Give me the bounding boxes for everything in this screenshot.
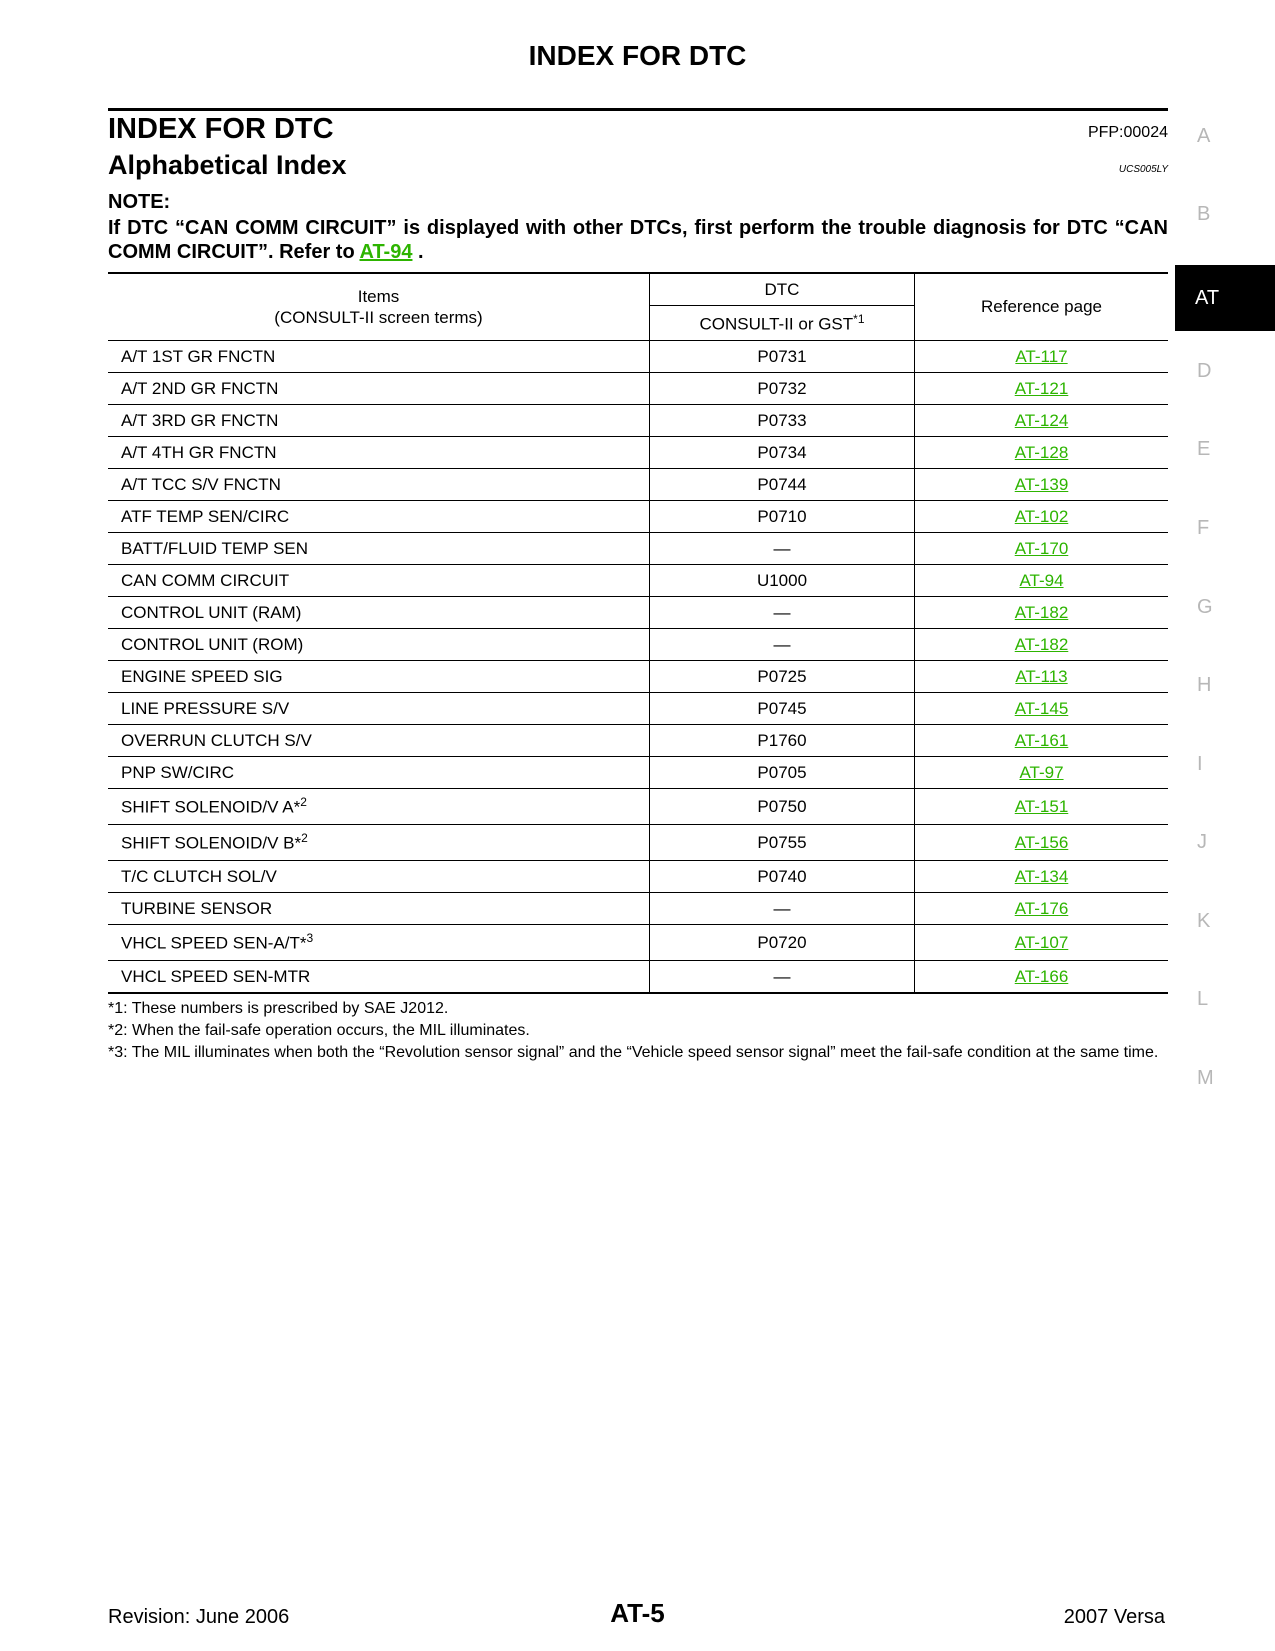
side-tab-h[interactable]: H xyxy=(1197,674,1212,696)
pfp-code: PFP:00024 xyxy=(1087,124,1168,141)
table-row xyxy=(108,825,1168,861)
ref-link[interactable]: AT-166 xyxy=(1014,966,1069,986)
footnote-1: *1: These numbers is prescribed by SAE J2012. xyxy=(108,1000,449,1017)
dtc-cell: P0732 xyxy=(650,373,915,405)
side-tab-l[interactable]: L xyxy=(1197,988,1209,1010)
dtc-cell: — xyxy=(650,961,915,994)
ref-cell xyxy=(915,629,1169,661)
doc-code: UCS005LY xyxy=(1118,164,1168,175)
dtc-cell: — xyxy=(650,597,915,629)
item-label: VHCL SPEED SEN-MTR xyxy=(121,966,311,986)
table-row xyxy=(108,597,1168,629)
item-cell xyxy=(108,961,650,994)
item-cell xyxy=(108,757,650,789)
ref-link[interactable]: AT-145 xyxy=(1014,698,1069,718)
item-cell xyxy=(108,501,650,533)
table-row xyxy=(108,629,1168,661)
ref-cell xyxy=(915,501,1169,533)
header-dtc-sub xyxy=(650,306,915,341)
item-cell xyxy=(108,437,650,469)
ref-link[interactable]: AT-156 xyxy=(1014,832,1069,852)
table-row xyxy=(108,437,1168,469)
ref-cell xyxy=(915,825,1169,861)
dtc-cell: P0733 xyxy=(650,405,915,437)
dtc-cell: U1000 xyxy=(650,565,915,597)
dtc-cell: P0734 xyxy=(650,437,915,469)
table-row xyxy=(108,789,1168,825)
dtc-table xyxy=(108,272,1168,994)
table-row xyxy=(108,405,1168,437)
dtc-cell: P1760 xyxy=(650,725,915,757)
table-row xyxy=(108,373,1168,405)
item-cell xyxy=(108,405,650,437)
header-dtc-sub-label: CONSULT-II or GST xyxy=(699,314,854,334)
ref-cell xyxy=(915,405,1169,437)
item-label: VHCL SPEED SEN-A/T* xyxy=(121,933,307,953)
header-items-label: Items xyxy=(357,287,400,306)
ref-link[interactable]: AT-107 xyxy=(1014,932,1069,952)
ref-cell xyxy=(915,725,1169,757)
subtitle-row xyxy=(108,150,1168,181)
item-cell xyxy=(108,661,650,693)
table-row xyxy=(108,501,1168,533)
note-text-after: . xyxy=(412,241,424,263)
dtc-cell: — xyxy=(650,533,915,565)
header-dtc: DTC xyxy=(650,273,915,306)
ref-link[interactable]: AT-128 xyxy=(1014,442,1069,462)
header-items-sub: (CONSULT-II screen terms) xyxy=(274,308,483,327)
table-row xyxy=(108,341,1168,373)
side-tab-b[interactable]: B xyxy=(1197,203,1211,225)
table-header-row xyxy=(108,273,1168,306)
ref-link[interactable]: AT-170 xyxy=(1014,538,1069,558)
title-row xyxy=(108,113,1168,146)
item-label: SHIFT SOLENOID/V A* xyxy=(121,797,301,817)
ref-cell xyxy=(915,661,1169,693)
ref-link[interactable]: AT-113 xyxy=(1015,666,1068,686)
dtc-cell: P0744 xyxy=(650,469,915,501)
ref-link[interactable]: AT-151 xyxy=(1014,796,1069,816)
item-label: ENGINE SPEED SIG xyxy=(121,666,283,686)
item-cell xyxy=(108,925,650,961)
table-row xyxy=(108,893,1168,925)
item-cell xyxy=(108,533,650,565)
side-tab-j[interactable]: J xyxy=(1197,831,1207,853)
ref-cell xyxy=(915,961,1169,994)
section-title: INDEX FOR DTC xyxy=(108,113,334,145)
ref-cell xyxy=(915,893,1169,925)
table-row xyxy=(108,925,1168,961)
item-cell xyxy=(108,789,650,825)
side-tab-k[interactable]: K xyxy=(1197,910,1211,932)
dtc-cell: P0755 xyxy=(650,825,915,861)
item-label: CAN COMM CIRCUIT xyxy=(121,570,290,590)
item-label: A/T 1ST GR FNCTN xyxy=(121,346,276,366)
top-rule xyxy=(108,108,1168,111)
ref-cell xyxy=(915,341,1169,373)
item-footnote-ref: 3 xyxy=(306,931,314,946)
footer-revision: Revision: June 2006 xyxy=(108,1606,290,1628)
note-label: NOTE: xyxy=(108,191,171,213)
table-row xyxy=(108,725,1168,757)
side-tab-m[interactable]: M xyxy=(1197,1067,1214,1089)
dtc-cell: P0740 xyxy=(650,861,915,893)
table-row xyxy=(108,961,1168,994)
table-row xyxy=(108,661,1168,693)
ref-cell xyxy=(915,437,1169,469)
item-cell xyxy=(108,565,650,597)
item-label: A/T 3RD GR FNCTN xyxy=(121,410,279,430)
ref-cell xyxy=(915,757,1169,789)
side-tab-e[interactable]: E xyxy=(1197,438,1211,460)
ref-cell xyxy=(915,469,1169,501)
header-ref: Reference page xyxy=(915,273,1169,341)
table-body xyxy=(108,341,1168,994)
ref-link[interactable]: AT-176 xyxy=(1014,898,1069,918)
ref-link[interactable]: AT-117 xyxy=(1015,346,1068,366)
side-tab-g[interactable]: G xyxy=(1197,596,1213,618)
footnotes xyxy=(108,998,1168,1064)
item-label: BATT/FLUID TEMP SEN xyxy=(121,538,309,558)
ref-link[interactable]: AT-121 xyxy=(1014,378,1069,398)
table-row xyxy=(108,565,1168,597)
footnote-2: *2: When the fail-safe operation occurs, the MIL illuminates. xyxy=(108,1022,530,1039)
table-row xyxy=(108,693,1168,725)
dtc-cell: P0720 xyxy=(650,925,915,961)
item-label: LINE PRESSURE S/V xyxy=(121,698,290,718)
item-cell xyxy=(108,629,650,661)
main-content xyxy=(108,108,1168,1064)
item-cell xyxy=(108,469,650,501)
ref-link[interactable]: AT-139 xyxy=(1014,474,1069,494)
item-label: A/T 4TH GR FNCTN xyxy=(121,442,277,462)
ref-link[interactable]: AT-161 xyxy=(1014,730,1069,750)
ref-link[interactable]: AT-182 xyxy=(1014,634,1069,654)
side-tab-d[interactable]: D xyxy=(1197,360,1212,382)
item-label: A/T TCC S/V FNCTN xyxy=(121,474,281,494)
note-text xyxy=(108,216,1168,264)
side-tab-at[interactable]: AT xyxy=(1175,265,1275,331)
ref-link[interactable]: AT-102 xyxy=(1014,506,1069,526)
table-row xyxy=(108,469,1168,501)
dtc-cell: P0710 xyxy=(650,501,915,533)
footer-page-number: AT-5 xyxy=(610,1598,665,1628)
item-cell xyxy=(108,825,650,861)
dtc-cell: P0750 xyxy=(650,789,915,825)
item-label: CONTROL UNIT (RAM) xyxy=(121,602,302,622)
ref-link[interactable]: AT-134 xyxy=(1014,866,1069,886)
item-cell xyxy=(108,597,650,629)
dtc-cell: P0725 xyxy=(650,661,915,693)
ref-link[interactable]: AT-97 xyxy=(1019,762,1064,782)
table-row xyxy=(108,533,1168,565)
item-label: T/C CLUTCH SOL/V xyxy=(121,866,277,886)
item-cell xyxy=(108,373,650,405)
header-dtc-sub-sup: *1 xyxy=(853,311,865,326)
item-label: CONTROL UNIT (ROM) xyxy=(121,634,304,654)
footnote-3: *3: The MIL illuminates when both the “Revolution sensor signal” and the “Vehicle speed sensor signal” meet the fail-safe condition at the same time. xyxy=(108,1044,1159,1061)
ref-cell xyxy=(915,565,1169,597)
ref-cell xyxy=(915,861,1169,893)
note-text-before: If DTC “CAN COMM CIRCUIT” is displayed with other DTCs, first perform the trouble diagnosis for DTC “CAN COMM CIRCUIT”. Refer to xyxy=(108,217,1168,263)
ref-cell xyxy=(915,925,1169,961)
header-items xyxy=(108,273,650,341)
ref-cell xyxy=(915,373,1169,405)
dtc-cell: — xyxy=(650,629,915,661)
dtc-cell: P0745 xyxy=(650,693,915,725)
table-row xyxy=(108,757,1168,789)
item-label: TURBINE SENSOR xyxy=(121,898,273,918)
ref-link[interactable]: AT-124 xyxy=(1014,410,1069,430)
item-cell xyxy=(108,693,650,725)
footer-model: 2007 Versa xyxy=(1063,1606,1165,1628)
side-tab-a[interactable]: A xyxy=(1197,125,1211,147)
ref-cell xyxy=(915,597,1169,629)
ref-cell xyxy=(915,533,1169,565)
ref-link[interactable]: AT-94 xyxy=(1019,570,1064,590)
dtc-cell: P0731 xyxy=(650,341,915,373)
side-tab-f[interactable]: F xyxy=(1197,517,1210,539)
item-label: OVERRUN CLUTCH S/V xyxy=(121,730,312,750)
item-footnote-ref: 2 xyxy=(301,831,308,846)
item-label: SHIFT SOLENOID/V B* xyxy=(121,833,302,853)
item-cell xyxy=(108,893,650,925)
item-cell xyxy=(108,341,650,373)
item-label: A/T 2ND GR FNCTN xyxy=(121,378,279,398)
item-label: PNP SW/CIRC xyxy=(121,762,235,782)
item-label: ATF TEMP SEN/CIRC xyxy=(121,506,290,526)
ref-cell xyxy=(915,693,1169,725)
dtc-cell: — xyxy=(650,893,915,925)
dtc-cell: P0705 xyxy=(650,757,915,789)
ref-cell xyxy=(915,789,1169,825)
item-cell xyxy=(108,725,650,757)
subsection-title: Alphabetical Index xyxy=(108,150,347,180)
page-header: INDEX FOR DTC xyxy=(528,40,747,71)
table-row xyxy=(108,861,1168,893)
ref-link[interactable]: AT-182 xyxy=(1014,602,1069,622)
note-link[interactable]: AT-94 xyxy=(359,241,413,263)
item-footnote-ref: 2 xyxy=(300,795,307,810)
side-tab-i[interactable]: I xyxy=(1197,753,1203,775)
item-cell xyxy=(108,861,650,893)
